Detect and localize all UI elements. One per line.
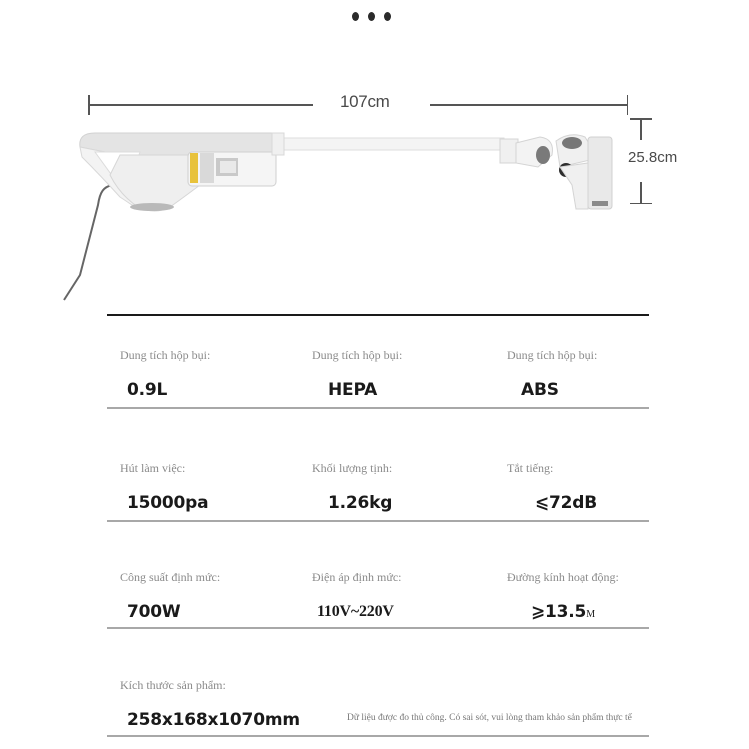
spec-label: Dung tích hộp bụi:	[120, 348, 211, 362]
spec-label: Kích thước sản phẩm:	[120, 678, 226, 692]
spec-working-radius	[507, 570, 619, 622]
spec-material	[507, 348, 597, 400]
spec-weight	[312, 461, 392, 513]
spec-value: 1.26kg	[328, 493, 393, 513]
length-label: 107cm	[340, 92, 390, 111]
spec-voltage	[312, 570, 401, 621]
spec-label: Dung tích hộp bụi:	[507, 348, 598, 362]
dimension-tick	[627, 95, 629, 115]
spec-value: 258x168x1070mm	[127, 710, 300, 730]
spec-label: Đường kính hoạt động:	[507, 570, 619, 584]
dimension-line	[430, 104, 628, 106]
row-divider	[107, 627, 649, 629]
spec-value: ABS	[521, 380, 559, 400]
spec-value	[531, 602, 619, 622]
spec-value-number: ⩾13.5	[531, 602, 587, 622]
spec-value: 110V~220V	[317, 603, 394, 620]
spec-label: Điện áp định mức:	[312, 570, 402, 584]
row-divider	[107, 735, 649, 737]
spec-label: Công suất định mức:	[120, 570, 221, 584]
vacuum-product-image	[60, 125, 640, 305]
spec-value: 700W	[127, 602, 181, 622]
section-divider	[107, 314, 649, 316]
spec-dust-capacity	[120, 348, 210, 400]
spec-suction	[120, 461, 208, 513]
length-dimension	[88, 92, 628, 115]
spec-value-unit: M	[586, 609, 595, 620]
spec-filter	[312, 348, 402, 400]
dot	[368, 12, 375, 21]
spec-label: Khối lượng tịnh:	[312, 461, 393, 475]
more-options-icon[interactable]	[352, 12, 391, 21]
spec-label: Dung tích hộp bụi:	[312, 348, 403, 362]
row-divider	[107, 407, 649, 409]
spec-value: ⩽72dB	[535, 493, 598, 513]
row-divider	[107, 520, 649, 522]
spec-value: 15000pa	[127, 493, 209, 513]
height-label: 25.8cm	[628, 149, 678, 166]
spec-noise	[507, 461, 597, 513]
dot	[352, 12, 359, 21]
measurement-disclaimer: Dữ liệu được đo thủ công. Có sai sót, vui lòng tham khảo sản phẩm thực tế	[347, 713, 632, 723]
spec-dimensions	[120, 678, 300, 730]
spec-power	[120, 570, 220, 622]
dot	[384, 12, 391, 21]
spec-label: Hút làm việc:	[120, 461, 186, 475]
dimension-line	[88, 104, 313, 106]
spec-value: 0.9L	[127, 380, 168, 400]
spec-value: HEPA	[328, 380, 378, 400]
dimension-stem	[640, 118, 642, 140]
spec-label: Tắt tiếng:	[507, 461, 554, 475]
dimension-stem	[640, 182, 642, 204]
height-dimension	[630, 118, 700, 204]
